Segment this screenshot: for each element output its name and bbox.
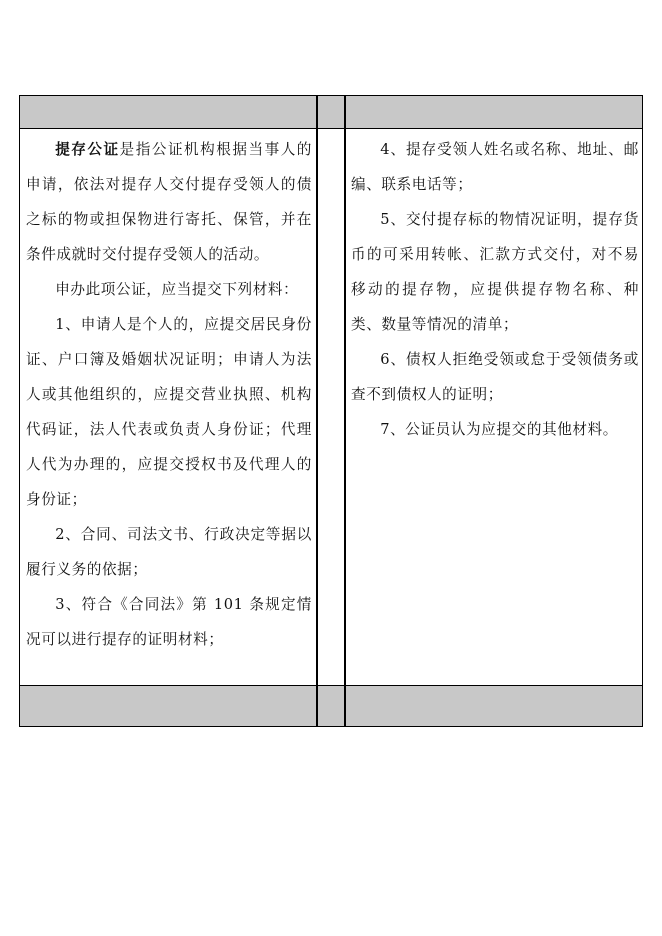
header-cell-middle [317,95,345,129]
material-item-4: 4、提存受领人姓名或名称、地址、邮编、联系电话等； [351,141,639,193]
material-item-6: 6、债权人拒绝受领或怠于受领债务或查不到债权人的证明； [351,351,639,403]
intro-definition: 是指公证机构根据当事人的申请，依法对提存人交付提存受领人的债之标的物或担保物进行寄托、保管，并在条件成就时交付提存受领人的活动。 [26,141,312,263]
footer-cell-left [19,685,317,727]
document-table [19,95,643,727]
material-item-5: 5、交付提存标的物情况证明，提存货币的可采用转帐、汇款方式交付，对不易移动的提存物，应提供提存物名称、种类、数量等情况的清单； [351,211,639,333]
material-item-3: 3、符合《合同法》第 101 条规定情况可以进行提存的证明材料； [26,596,312,648]
materials-lead: 申办此项公证，应当提交下列材料： [55,281,299,298]
header-cell-right [345,95,643,129]
intro-paragraph [26,132,312,272]
material-item-2: 2、合同、司法文书、行政决定等据以履行义务的依据； [26,526,312,578]
left-column-text [26,132,312,657]
footer-cell-middle [317,685,345,727]
body-cell-middle [317,128,345,686]
intro-term: 提存公证 [55,141,120,158]
footer-cell-right [345,685,643,727]
material-item-7: 7、公证员认为应提交的其他材料。 [380,421,618,438]
right-column-text [351,132,639,447]
material-item-1: 1、申请人是个人的，应提交居民身份证、户口簿及婚姻状况证明；申请人为法人或其他组织的，应提交营业执照、机构代码证，法人代表或负责人身份证；代理人代为办理的，应提交授权书及代理人的身份证； [26,316,312,508]
header-cell-left [19,95,317,129]
